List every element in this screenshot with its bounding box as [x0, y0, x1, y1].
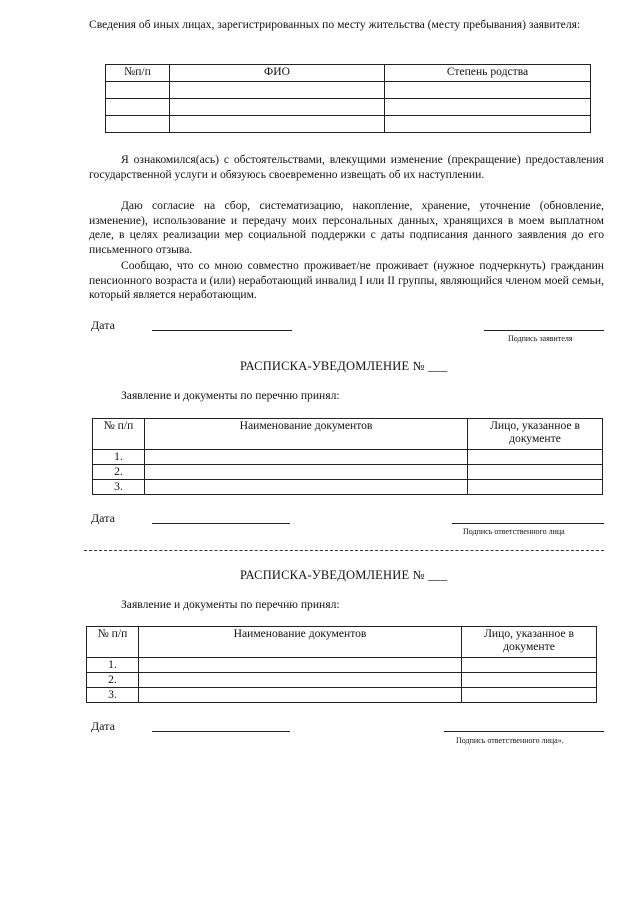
date-line[interactable] [152, 523, 290, 524]
col-header-number: № п/п [87, 627, 139, 658]
col-header-documents: Наименование документов [145, 419, 468, 450]
table-row: 3. [93, 480, 603, 495]
signature-caption: Подпись ответственного лица». [456, 736, 564, 745]
receipt-accepted: Заявление и документы по перечню принял: [121, 389, 340, 402]
signature-caption: Подпись ответственного лица [463, 527, 565, 536]
date-label: Дата [91, 318, 115, 332]
receipt-title: РАСПИСКА-УВЕДОМЛЕНИЕ № ___ [240, 568, 448, 582]
signature-line[interactable] [484, 330, 604, 331]
table-row [106, 82, 591, 99]
receipt-table [92, 418, 603, 495]
col-header-person: Лицо, указанное в документе [468, 419, 603, 450]
col-header-relation: Степень родства [385, 65, 591, 82]
date-label: Дата [91, 511, 115, 525]
col-header-number: № п/п [93, 419, 145, 450]
col-header-fio: ФИО [170, 65, 385, 82]
table-row: 1. [87, 658, 597, 673]
date-line[interactable] [152, 330, 292, 331]
paragraph-cohabitation: Сообщаю, что со мною совместно проживает/не проживает (нужное подчеркнуть) гражданин пенсионного возраста и (или) неработающий инвалид I или II группы, являющийся членом моей семьи, который является неработающим. [89, 259, 604, 301]
table-row: 3. [87, 688, 597, 703]
col-header-person: Лицо, указанное в документе [462, 627, 597, 658]
date-line[interactable] [152, 731, 290, 732]
table-row [106, 99, 591, 116]
signature-line[interactable] [444, 731, 604, 732]
receipt-accepted: Заявление и документы по перечню принял: [121, 598, 340, 611]
paragraph-consent: Даю согласие на сбор, систематизацию, накопление, хранение, уточнение (обновление, изменение), использование и передачу моих персональных данных, хранящихся в моем выплатном деле, в целях реализации мер социальной поддержки с даты подписания данного заявления до его письменного отзыва. [89, 199, 604, 256]
col-header-documents: Наименование документов [139, 627, 462, 658]
col-header-number: №п/п [106, 65, 170, 82]
cut-line [84, 550, 604, 551]
date-label: Дата [91, 719, 115, 733]
table-row: 1. [93, 450, 603, 465]
signature-line[interactable] [452, 523, 604, 524]
table-row: 2. [87, 673, 597, 688]
table-row [106, 116, 591, 133]
receipt-table [86, 626, 597, 703]
other-persons-intro: Сведения об иных лицах, зарегистрированных по месту жительства (месту пребывания) заявителя: [89, 18, 581, 31]
signature-caption: Подпись заявителя [508, 334, 573, 343]
paragraph-acknowledgement: Я ознакомился(ась) с обстоятельствами, влекущими изменение (прекращение) предоставления государственной услуги и обязуюсь своевременно извещать об их наступлении. [89, 153, 604, 181]
receipt-title: РАСПИСКА-УВЕДОМЛЕНИЕ № ___ [240, 359, 448, 373]
other-persons-table [105, 64, 591, 133]
table-row: 2. [93, 465, 603, 480]
